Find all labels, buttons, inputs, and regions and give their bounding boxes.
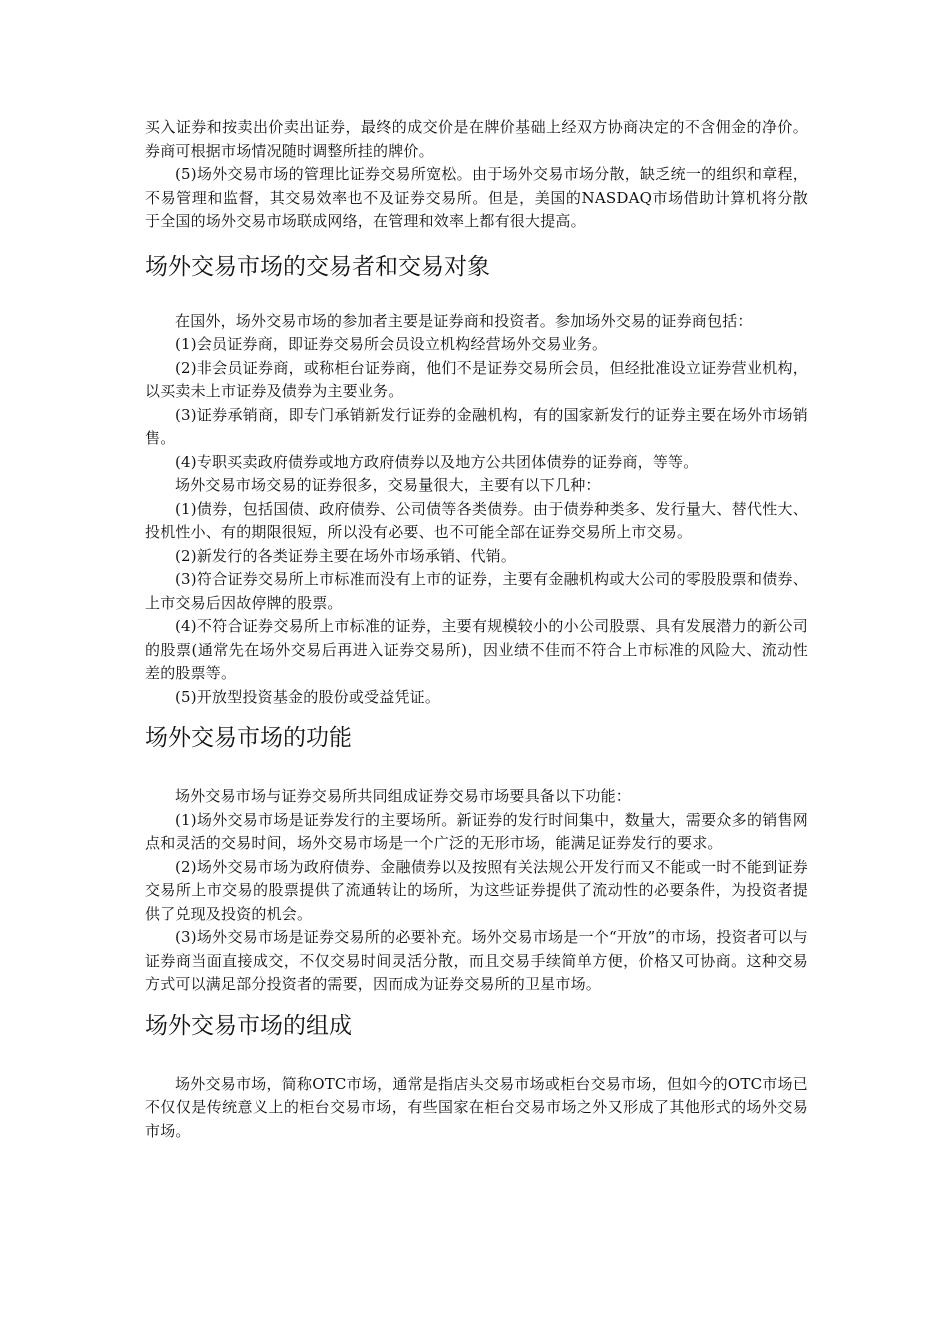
section1-paragraph: (3)证券承销商，即专门承销新发行证券的金融机构，有的国家新发行的证券主要在场外市场销售。 <box>145 405 808 447</box>
section1-paragraph: (2)非会员证券商，或称柜台证券商，他们不是证券交易所会员，但经批准设立证券营业机构，以买卖未上市证券及债券为主要业务。 <box>145 358 808 400</box>
section2-paragraph: (3)场外交易市场是证券交易所的必要补充。场外交易市场是一个“开放”的市场，投资者可以与证券商当面直接成交，不仅交易时间灵活分散，而且交易手续简单方便，价格又可协商。这种交易方式可以满足部分投资者的需要，因而成为证券交易所的卫星市场。 <box>145 928 808 993</box>
section1-paragraph: 在国外，场外交易市场的参加者主要是证券商和投资者。参加场外交易的证券商包括： <box>175 311 753 330</box>
section1-paragraph: (5)开放型投资基金的股份或受益凭证。 <box>175 687 441 706</box>
section-heading-composition: 场外交易市场的组成 <box>145 1012 352 1039</box>
section-heading-participants: 场外交易市场的交易者和交易对象 <box>145 253 490 280</box>
intro-paragraph-nasdaq: (5)场外交易市场的管理比证券交易所宽松。由于场外交易市场分散，缺乏统一的组织和章程，不易管理和监督，其交易效率也不及证券交易所。但是，美国的NASDAQ市场借助计算机将分散于全国的场外交易市场联成网络，在管理和效率上都有很大提高。 <box>145 165 808 230</box>
section2-paragraph: (2)场外交易市场为政府债券、金融债券以及按照有关法规公开发行而又不能或一时不能到证券交易所上市交易的股票提供了流通转让的场所，为这些证券提供了流动性的必要条件，为投资者提供了兑现及投资的机会。 <box>145 857 808 923</box>
section2-paragraph: 场外交易市场与证券交易所共同组成证券交易市场要具备以下功能： <box>175 787 632 805</box>
section1-paragraph: (1)会员证券商，即证券交易所会员设立机构经营场外交易业务。 <box>175 335 608 353</box>
section1-paragraph: 场外交易市场交易的证券很多，交易量很大，主要有以下几种： <box>175 476 601 494</box>
document-page <box>145 116 808 1143</box>
section1-paragraph: (2)新发行的各类证券主要在场外市场承销、代销。 <box>175 546 517 565</box>
section-heading-functions: 场外交易市场的功能 <box>145 725 352 751</box>
section2-paragraph: (1)场外交易市场是证券发行的主要场所。新证券的发行时间集中，数量大，需要众多的销售网点和灵活的交易时间，场外交易市场是一个广泛的无形市场，能满足证券发行的要求。 <box>145 810 808 852</box>
section3-paragraph: 场外交易市场，简称OTC市场，通常是指店头交易市场或柜台交易市场，但如今的OTC市场已不仅仅是传统意义上的柜台交易市场，有些国家在柜台交易市场之外又形成了其他形式的场外交易市场。 <box>145 1074 808 1140</box>
section1-paragraph: (4)不符合证券交易所上市标准的证券，主要有规模较小的小公司股票、具有发展潜力的新公司的股票(通常先在场外交易后再进入证券交易所)，因业绩不佳而不符合上市标准的风险大、流动性差的股票等。 <box>145 617 808 682</box>
section1-paragraph: (4)专职买卖政府债券或地方政府债券以及地方公共团体债券的证券商，等等。 <box>175 452 699 471</box>
intro-paragraph-continued: 买入证券和按卖出价卖出证券，最终的成交价是在牌价基础上经双方协商决定的不含佣金的净价。券商可根据市场情况随时调整所挂的牌价。 <box>145 118 808 160</box>
section1-paragraph: (3)符合证券交易所上市标准而没有上市的证券，主要有金融机构或大公司的零股股票和债券、上市交易后因故停牌的股票。 <box>145 570 808 612</box>
section1-paragraph: (1)债券，包括国债、政府债券、公司债等各类债券。由于债券种类多、发行量大、替代性大、投机性小、有的期限很短，所以没有必要、也不可能全部在证券交易所上市交易。 <box>145 499 808 541</box>
